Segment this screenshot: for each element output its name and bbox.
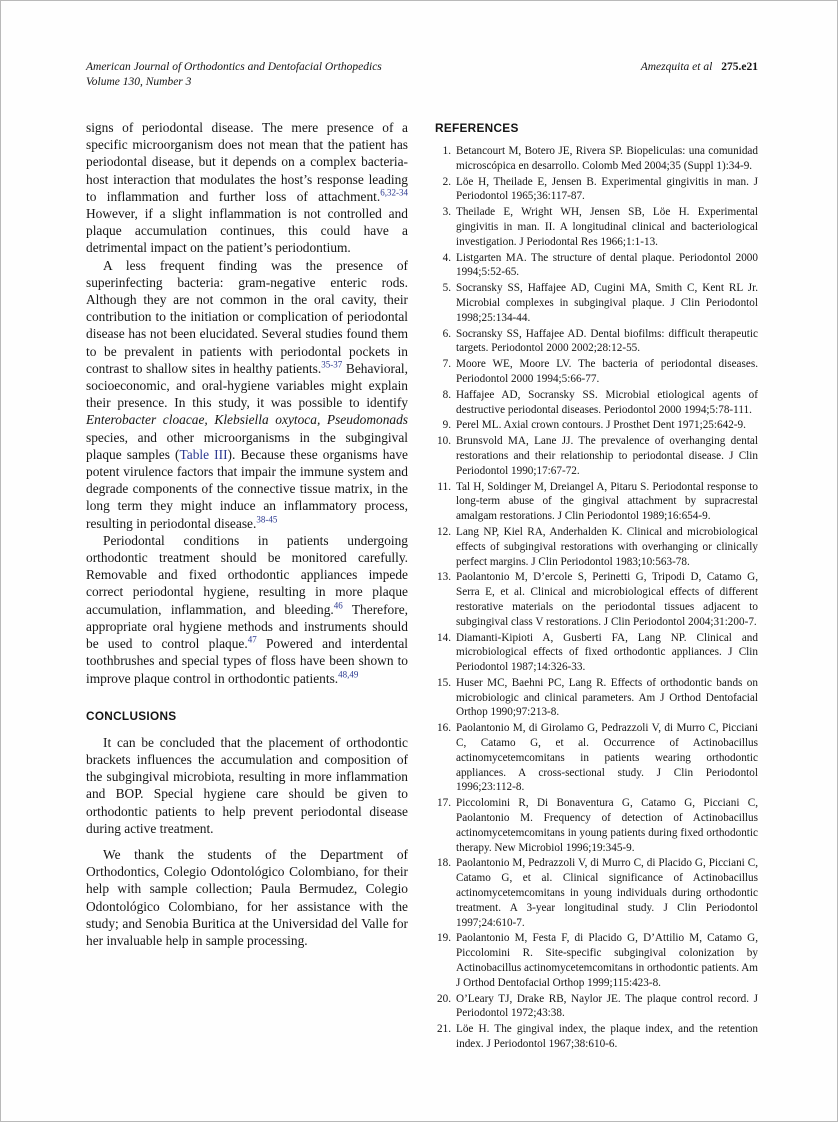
running-head-authors: Amezquita et al [640,61,713,73]
body-text: Powered and interdental toothbrushes and special types of floss have been shown to improve plaque control in orthodontic patients. [86,636,408,686]
reference-item [435,205,758,249]
conclusions-heading: CONCLUSIONS [86,708,177,723]
paragraph-continuation [86,119,408,257]
reference-text: Diamanti-Kipioti A, Gusberti FA, Lang NP. Clinical and microbiological effects of fixed orthodontic appliances. J Clin Periodontol 1987;14:326-33. [456,631,758,674]
citation-link[interactable]: 35-37 [321,359,343,370]
body-text: A less frequent finding was the presence of superinfecting bacteria: gram-negative enteric rods. Although they are not common in the oral cavity, their contribution to the initiation or complication of periodontal disease has not been elucidated. Several studies found them to be prevalent in patients with periodontal pockets in contrast to shallow sites in healthy patients. [86,257,408,376]
reference-item [435,418,758,433]
reference-number: 21. [437,1023,451,1036]
reference-text: Brunsvold MA, Lane JJ. The prevalence of overhanging dental restorations and their relationship to periodontal disease. J Clin Periodontol 1990;17:67-72. [456,435,758,477]
reference-text: Haffajee AD, Socransky SS. Microbial etiological agents of destructive periodontal diseases. Periodontol 2000 1994;5:78-111. [456,388,758,416]
page-header [86,60,758,89]
citation-link[interactable]: 48,49 [338,669,359,680]
reference-text: Lang NP, Kiel RA, Anderhalden K. Clinical and microbiological effects of subgingival restorations with overhanging or clinically perfect margins. J Clin Periodontol 1983;10:563-78. [456,525,758,568]
citation-link[interactable]: 38-45 [256,514,278,525]
reference-number: 5. [442,282,451,295]
body-text: ). Because these organisms have potent virulence factors that impair the immune system and degrade components of the connective tissue matrix, in the long term they might induce an inflammatory process, resulting in periodontal disease. [86,446,408,531]
body-text: signs of periodontal disease. The mere presence of a specific microorganism does not mean that the patient has periodontal disease, but it depends on a complex bacteria-host interaction that modulates the host’s response leading to inflammation and further loss of attachment. [86,120,408,204]
journal-volume: Volume 130, Number 3 [86,75,192,88]
reference-text: Betancourt M, Botero JE, Rivera SP. Biopeliculas: una comunidad microscópica en desarrollo. Colomb Med 2004;35 (Suppl 1):34-9. [456,145,758,172]
reference-number: 6. [442,327,451,340]
reference-text: Löe H, Theilade E, Jensen B. Experimental gingivitis in man. J Periodontol 1965;36:117-87. [456,175,758,203]
right-column [435,119,758,1053]
conclusion-paragraph: It can be concluded that the placement of orthodontic brackets influences the accumulation and composition of the subgingival microbiota, resulting in more inflammation and BOP. Special hygiene care should be given to orthodontic patients to help prevent periodontal disease during active treatment. [86,734,408,836]
journal-title: American Journal of Orthodontics and Dentofacial Orthopedics [86,61,382,73]
reference-number: 2. [442,175,451,188]
reference-number: 10. [437,435,451,448]
reference-number: 20. [437,992,451,1005]
reference-number: 9. [442,419,451,432]
reference-text: Paolantonio M, di Girolamo G, Pedrazzoli V, di Murro C, Picciani C, Catamo G, et al. Occurrence of Actinobacillus actinomycetemcomitans in patients wearing orthodontic appliances. A cross-sectional study. J Clin Periodontol 1996;23:112-8. [456,722,758,794]
reference-text: Paolantonio M, Festa F, di Placido G, D’Attilio M, Catamo G, Piccolomini R. Site-specific subgingival colonization by Actinobacillus actinomycetemcomitans in orthodontic patients. Am J Orthod Dentofacial Orthop 1999;115:423-8. [456,932,758,989]
reference-number: 7. [442,358,451,371]
reference-item [435,480,758,524]
citation-link[interactable]: 6,32-34 [380,187,408,198]
reference-number: 3. [442,206,451,219]
reference-item [435,721,758,795]
reference-item [435,434,758,478]
running-head [641,60,758,75]
reference-number: 12. [437,525,451,538]
reference-number: 16. [437,722,451,735]
reference-item [435,931,758,990]
body-text: species, and other microorganisms in the subgingival plaque samples ( [86,429,408,462]
reference-list [435,144,758,1052]
journal-info [86,60,382,89]
reference-text: Tal H, Soldinger M, Dreiangel A, Pitaru S. Periodontal response to long-term abuse of the gingival attachment by supracrestal amalgam restorations. J Clin Periodontol 1989;16:654-9. [456,480,758,523]
reference-number: 18. [437,857,451,870]
reference-number: 13. [437,571,451,584]
reference-item [435,631,758,675]
acknowledgment-paragraph: We thank the students of the Department of Orthodontics, Colegio Odontológico Colombiano, for their help with sample collection; Paula Bermudez, Colegio Odontológico Colombiano, for her assistance with the study; and Senobia Buritica at the Universidad del Valle for her invaluable help in sample processing. [86,846,408,948]
body-text: Behavioral, socioeconomic, and oral-hygiene variables might explain their presence. In this study, it was possible to identify [86,360,408,411]
references-heading: REFERENCES [435,121,519,135]
body-text: Therefore, appropriate oral hygiene methods and instruments should be used to control plaque. [86,601,409,652]
reference-number: 4. [442,251,451,264]
reference-item [435,388,758,418]
reference-item [435,570,758,629]
reference-item [435,281,758,325]
species-names: Enterobacter cloacae, Klebsiella oxytoca, Pseudomonads [86,412,408,428]
reference-item [435,992,758,1022]
reference-text: Socransky SS, Haffajee AD. Dental biofilms: difficult therapeutic targets. Periodontol 2000 2002;28:12-55. [456,327,758,355]
reference-number: 11. [437,480,451,493]
reference-number: 14. [437,631,451,644]
reference-text: Perel ML. Axial crown contours. J Prosthet Dent 1971;25:642-9. [456,419,746,432]
reference-text: Löe H. The gingival index, the plaque index, and the retention index. J Periodontol 1967;38:610-6. [456,1023,758,1051]
reference-number: 17. [437,797,451,810]
reference-item [435,856,758,930]
reference-item [435,251,758,281]
paragraph [86,532,408,687]
reference-item [435,357,758,387]
reference-text: Socransky SS, Haffajee AD, Cugini MA, Smith C, Kent RL Jr. Microbial complexes in subgingival plaque. J Clin Periodontol 1998;25:134-44. [456,282,758,324]
reference-text: Piccolomini R, Di Bonaventura G, Catamo G, Picciani C, Paolantonio M. Frequency of detection of Actinobacillus actinomycetemcomitans in young patients during fixed orthodontic therapy. New Microbiol 1996;19:345-9. [456,797,758,854]
reference-text: Paolantonio M, D’ercole S, Perinetti G, Tripodi D, Catamo G, Serra E, et al. Clinical and microbiological effects of different restorative materials on the periodontal tissues adjacent to subgingival class V restorations. J Clin Periodontol 2004;31:200-7. [456,571,758,628]
body-text: However, if a slight inflammation is not controlled and plaque accumulation continues, this could have a detrimental impact on the patient’s periodontium. [86,206,408,256]
table-iii-link[interactable]: Table III [179,446,228,462]
reference-item [435,175,758,205]
citation-link[interactable]: 47 [247,634,257,645]
reference-item [435,144,758,174]
reference-number: 15. [437,676,451,689]
paragraph [86,257,408,532]
reference-item [435,1022,758,1052]
reference-item [435,327,758,357]
left-column [86,119,408,949]
reference-number: 8. [442,388,451,401]
reference-text: Moore WE, Moore LV. The bacteria of periodontal diseases. Periodontol 2000 1994;5:66-77. [456,358,758,385]
body-text: Periodontal conditions in patients undergoing orthodontic treatment should be monitored carefully. Removable and fixed orthodontic appliances impede correct periodontal hygiene, resulting in more plaque accumulation, inflammation, and bleeding. [86,532,408,617]
reference-text: Huser MC, Baehni PC, Lang R. Effects of orthodontic bands on microbiologic and clinical parameters. Am J Orthod Dentofacial Orthop 1990;97:213-8. [456,676,758,719]
citation-link[interactable]: 46 [333,600,343,611]
reference-number: 19. [437,932,451,945]
reference-item [435,796,758,855]
page-number: 275.e21 [721,61,758,73]
reference-number: 1. [442,145,451,157]
reference-text: Theilade E, Wright WH, Jensen SB, Löe H. Experimental gingivitis in man. II. A longitudinal clinical and bacteriological investigation. J Periodontal Res 1966;1:1-13. [456,206,758,248]
reference-text: Paolantonio M, Pedrazzoli V, di Murro C, di Placido G, Picciani C, Catamo G, et al. Clinical significance of Actinobacillus actinomycetemcomitans in young individuals during orthodontic treatment. A 3-year longitudinal study. J Clin Periodontol 1997;24:610-7. [456,857,758,929]
reference-text: O’Leary TJ, Drake RB, Naylor JE. The plaque control record. J Periodontol 1972;43:38. [456,992,758,1020]
reference-item [435,525,758,569]
reference-item [435,676,758,720]
reference-text: Listgarten MA. The structure of dental plaque. Periodontol 2000 1994;5:52-65. [456,251,758,279]
